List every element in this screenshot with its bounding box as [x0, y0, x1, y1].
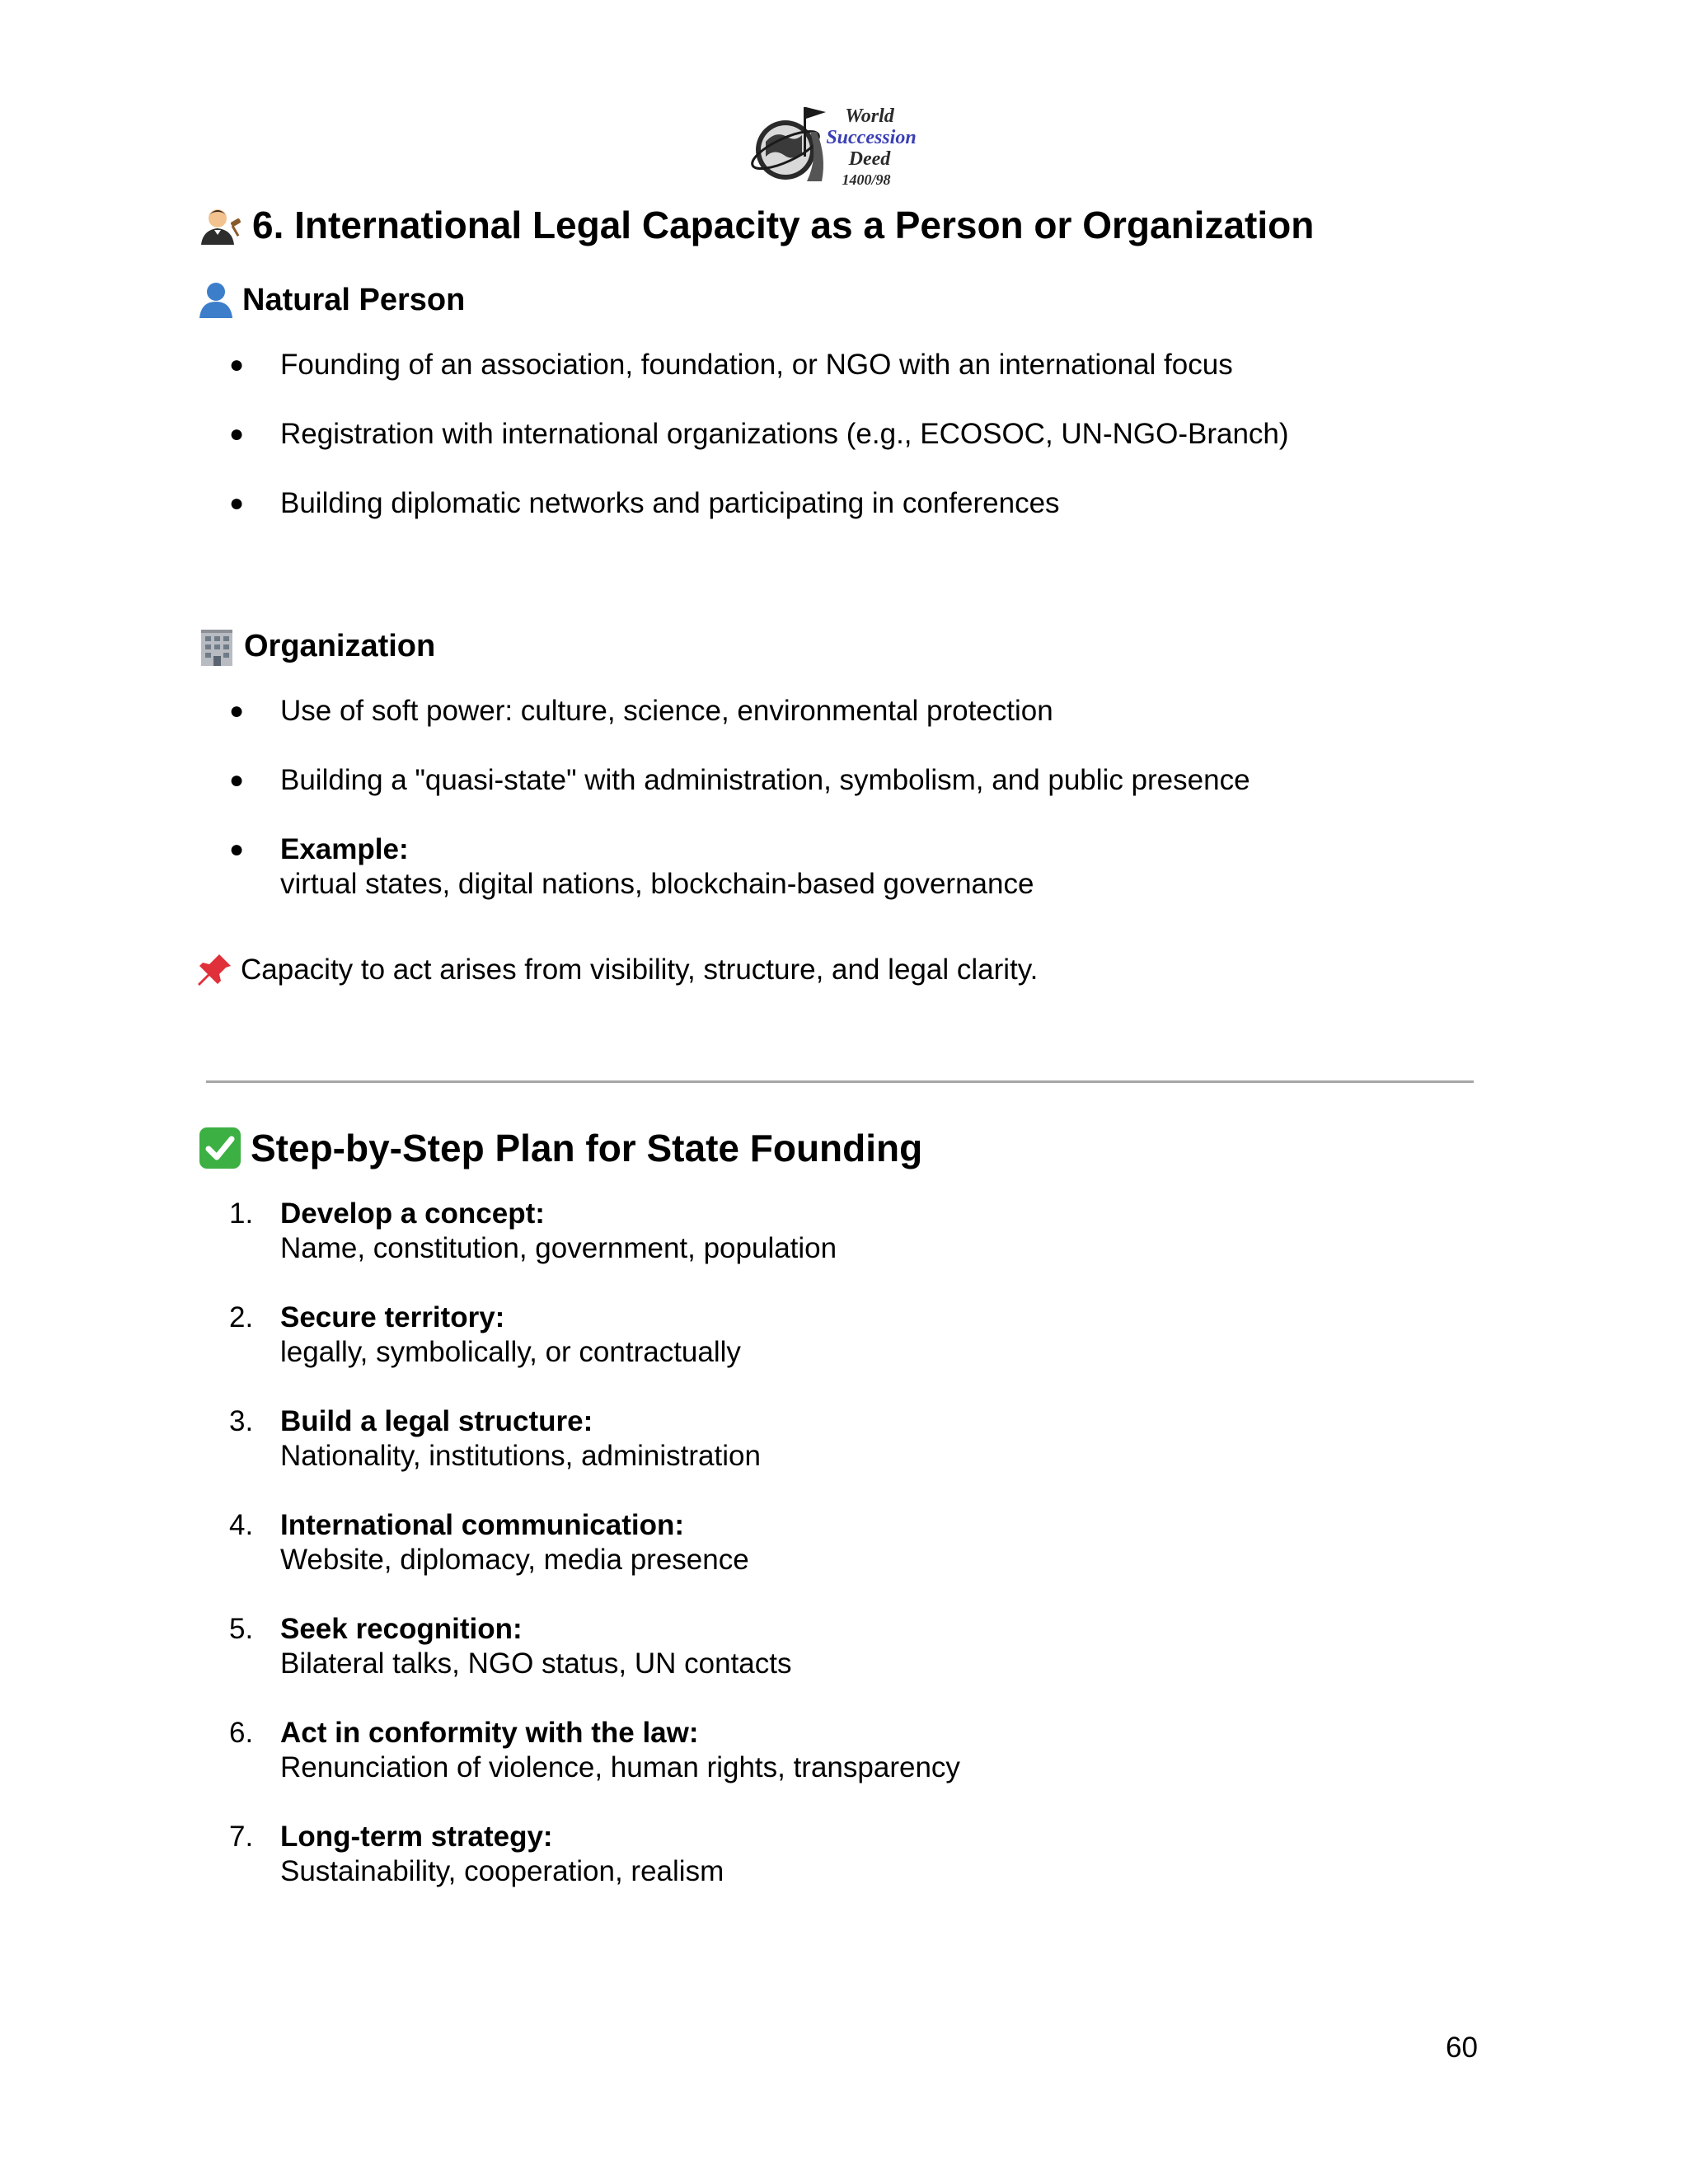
world-succession-deed-logo — [746, 99, 935, 194]
judge-icon — [198, 205, 244, 245]
plan-step: 1. Develop a concept: Name, constitution, government, population — [229, 1197, 837, 1264]
plan-content — [198, 1121, 1500, 1889]
plan-step: 4. International communication: Website, diplomacy, media presence — [229, 1509, 749, 1576]
capacity-note-text: Capacity to act arises from visibility, structure, and legal clarity. — [241, 954, 1039, 986]
logo-text-succession: Succession — [826, 127, 917, 148]
section-6-title — [198, 198, 1500, 252]
capacity-note — [198, 953, 1500, 987]
natural-person-heading — [198, 277, 1500, 323]
list-item-example: ● Example: virtual states, digital nations, blockchain-based governance — [198, 832, 1500, 902]
plan-step: 2. Secure territory: legally, symbolically, or contractually — [229, 1301, 741, 1368]
list-item: ● Registration with international organizations (e.g., ECOSOC, UN-NGO-Branch) — [229, 418, 1289, 450]
plan-title — [198, 1121, 1500, 1175]
organization-heading-text: Organization — [244, 628, 436, 663]
logo-text-number: 1400/98 — [842, 171, 891, 188]
person-silhouette-icon — [198, 280, 234, 320]
pushpin-icon — [198, 953, 232, 987]
check-mark-button-icon — [198, 1126, 242, 1170]
plan-steps-list — [198, 1197, 1500, 1889]
plan-step: 6. Act in conformity with the law: Renunciation of violence, human rights, transparency — [229, 1717, 960, 1783]
page-content — [198, 198, 1500, 987]
list-item: ● Building diplomatic networks and participating in conferences — [229, 487, 1060, 519]
office-building-icon — [198, 626, 236, 666]
example-text: virtual states, digital nations, blockchain-based governance — [280, 868, 1034, 900]
list-item: ● Founding of an association, foundation, or NGO with an international focus — [229, 349, 1233, 381]
organization-list — [198, 694, 1500, 902]
logo-text-deed: Deed — [848, 148, 891, 170]
list-item: ● Building a "quasi-state" with administration, symbolism, and public presence — [229, 764, 1250, 796]
example-label: Example: — [280, 833, 409, 865]
natural-person-heading-text: Natural Person — [242, 282, 466, 317]
plan-title-text: Step-by-Step Plan for State Founding — [251, 1127, 923, 1169]
section-divider — [206, 1080, 1474, 1083]
page-number: 60 — [1446, 2032, 1478, 2064]
plan-step: 7. Long-term strategy: Sustainability, cooperation, realism — [229, 1821, 724, 1887]
section-6-title-text: 6. International Legal Capacity as a Person or Organization — [252, 204, 1315, 246]
natural-person-list — [198, 348, 1500, 521]
plan-step: 5. Seek recognition: Bilateral talks, NGO status, UN contacts — [229, 1613, 792, 1680]
list-item: ● Use of soft power: culture, science, environmental protection — [229, 695, 1053, 727]
plan-step: 3. Build a legal structure: Nationality, institutions, administration — [229, 1405, 761, 1472]
organization-heading — [198, 623, 1500, 669]
logo-text-world: World — [845, 105, 894, 127]
logo-graphic — [746, 99, 935, 194]
